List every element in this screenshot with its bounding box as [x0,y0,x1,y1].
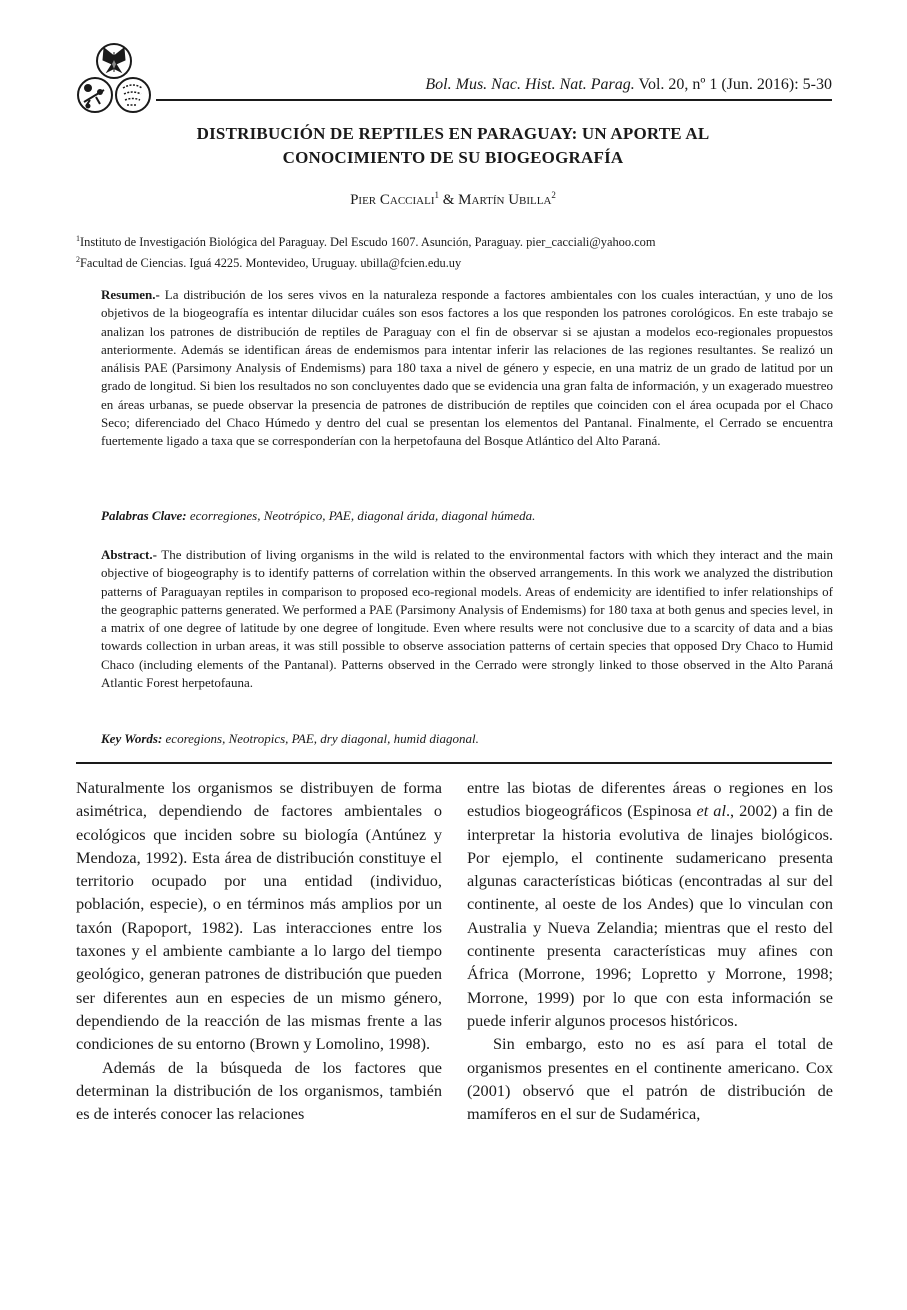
key-words-text: ecoregions, Neotropics, PAE, dry diagonal, humid diagonal. [162,731,479,746]
author-list [90,190,816,209]
paragraph: Sin embargo, esto no es así para el total de organismos presentes en el continente americano. Cox (2001) observó que el patrón de distribución de mamíferos en el sur de Sudamérica, [467,1034,833,1124]
author-affil-marker: 1 [434,190,439,200]
abstract [101,546,833,692]
author-affil-marker: 2 [551,190,556,200]
affil-marker: 1 [76,234,80,243]
paragraph [467,776,833,1032]
title-line-1: DISTRIBUCIÓN DE REPTILES EN PARAGUAY: UN APORTE AL [196,124,710,143]
text-run: entre las biotas de diferentes áreas o regiones en los estudios biogeográficos (Espinosa [467,778,833,821]
museum-logo-icon [74,42,154,116]
author-name: Pier Cacciali [350,192,435,208]
resumen-text: La distribución de los seres vivos en la naturaleza responde a factores ambientales con los cuales interactúan, y uno de los objetivos de la biogeografía es intentar dilucidar cuáles son esos factores a los que responden los patrones corológicos. En este trabajo se analizan los patrones de distribución de reptiles de Paraguay con el fin de observar si se ajustan a modelos eco-regionales propuestos anteriormente. Además se identifican áreas de endemismos para intentar inferir las relaciones de las regiones resultantes. Se realizó un análisis PAE (Parsimony Analysis of Endemisms) para 180 taxa a nivel de género y especie, en una matriz de un grado de latitud por un grado de longitud. Si bien los resultados no son concluyentes dado que se evidencia una gran falta de información, y un exagerado muestreo en áreas urbanas, se puede observar la presencia de patrones de distribución de reptiles que coinciden con el área ocupada por el Chaco Seco; diferenciado del Chaco Húmedo y dentro del cual se presentan los elementos del Pantanal. Finalmente, el Cerrado se encuentra fuertemente ligado a taxa que se corresponderían con la herpetofauna del Bosque Atlántico del Alto Paraná. [101,287,833,449]
affil-text: Facultad de Ciencias. Iguá 4225. Montevideo, Uruguay. ubilla@fcien.edu.uy [80,256,462,271]
article-title [90,122,816,170]
author-separator: & [439,192,459,208]
palabras-clave [101,508,833,524]
author-name: Martín Ubilla [458,192,552,208]
paragraph: Además de la búsqueda de los factores que determinan la distribución de los organismos, también es de interés conocer las relaciones [76,1057,442,1124]
affil-text: Instituto de Investigación Biológica del Paraguay. Del Escudo 1607. Asunción, Paraguay. pier_cacciali@yahoo.com [80,235,656,250]
italic-run: et al [696,801,726,821]
body-column-left [76,776,442,1125]
text-run: ., 2002) a fin de interpretar la historia evolutiva de linajes biológicos. Por ejemplo, el continente sudamericano presenta algunas características bióticas (encontradas al sur del continente, al oeste de los Andes) que lo vinculan con Australia y Nueva Zelandia; mientras que el resto del continente presenta características muy afines con África (Morrone, 1996; Lopretto y Morrone, 1998; Morrone, 1999) por lo que con esta información se puede inferir algunos procesos históricos. [467,801,833,1030]
journal-name: Bol. Mus. Nac. Hist. Nat. Parag. [425,76,635,93]
journal-citation [342,76,832,94]
title-line-2: CONOCIMIENTO DE SU BIOGEOGRAFÍA [282,148,624,167]
body-column-right [467,776,833,1125]
key-words [101,731,833,747]
palabras-clave-text: ecorregiones, Neotrópico, PAE, diagonal árida, diagonal húmeda. [186,508,536,523]
affiliations [76,230,836,272]
section-rule [76,762,832,764]
volume-info: Vol. 20, nº 1 (Jun. 2016): 5-30 [634,76,832,93]
key-words-label: Key Words: [101,731,163,746]
abstract-label: Abstract.- [101,547,157,562]
affiliation [76,251,836,272]
affiliation [76,230,836,251]
affil-marker: 2 [76,255,80,265]
palabras-clave-label: Palabras Clave: [101,508,187,523]
abstract-text: The distribution of living organisms in the wild is related to the environmental factors with which they interact and the main objective of biogeography is to identify patterns of correlation within the observed arrangements. In this work we analyzed the distribution patterns of Paraguayan reptiles in comparison to proposed eco-regional models. Areas of endemicity are identified to infer relationships of the geographic patterns generated. We performed a PAE (Parsimony Analysis of Endemisms) for 180 taxa at both genus and species level, in a matrix of one degree of latitude by one degree of longitude. Even where results were not conclusive due to a scarcity of data and a bias towards collection in urban areas, it was still possible to observe association patterns of certain species that opposed Dry Chaco to Humid Chaco (including elements of the Pantanal). Patterns observed in the Cerrado were strongly linked to those observed in the Alto Paraná Atlantic Forest herpetofauna. [101,547,833,691]
header-rule [156,99,832,101]
paragraph: Naturalmente los organismos se distribuyen de forma asimétrica, dependiendo de factores ambientales o ecológicos que inciden sobre su biología (Antúnez y Mendoza, 1992). Esta área de distribución constituye el territorio ocupado por una entidad (individuo, población, especie), o en términos más amplios por un taxón (Rapoport, 1982). Las interacciones entre los taxones y el ambiente cambiante a lo largo del tiempo geológico, generan patrones de distribución que pueden ser diferentes aun en especies de un mismo género, dependiendo de la reacción de las mismas frente a las condiciones de su entorno (Brown y Lomolino, 1998). [76,778,442,1054]
resumen [101,286,833,451]
resumen-label: Resumen.- [101,287,160,302]
